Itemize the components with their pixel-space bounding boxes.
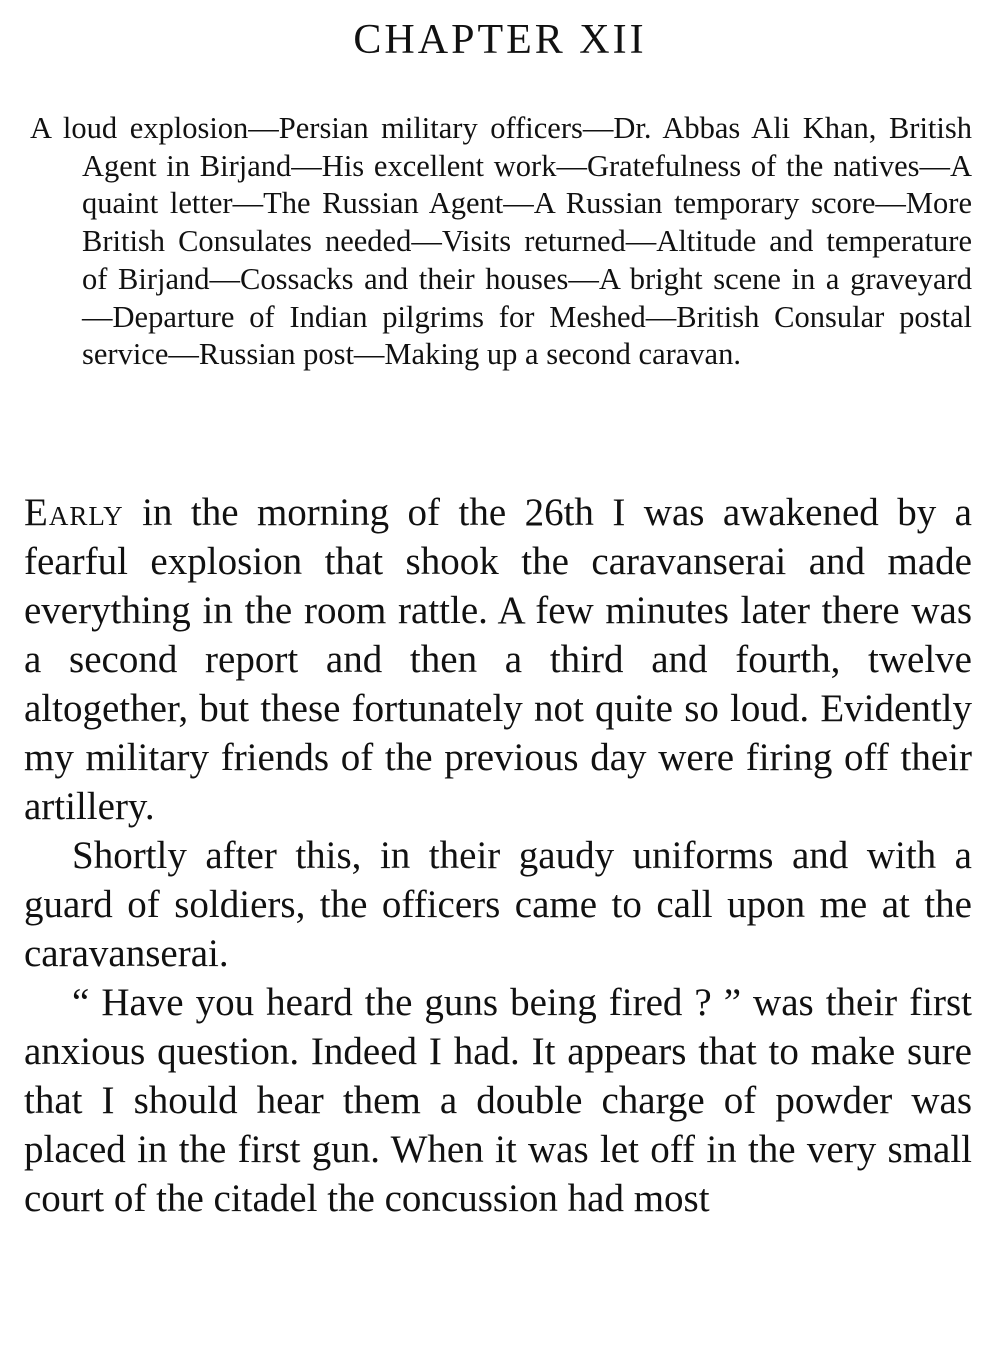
body-text [24,488,972,1223]
paragraph-1-text: in the morning of the 26th I was awakened by a fearful explosion that shook the caravanserai and made everything in the room rattle. A few minutes later there was a second report and then a third and fourth, twelve altogether, but these fortunately not quite so loud. Evidently my military friends of the previous day were firing off their artillery. [24,491,972,828]
chapter-summary: A loud explosion—Persian military officers—Dr. Abbas Ali Khan, British Agent in Birjand—His excellent work—Gratefulness of the natives—A quaint letter—The Russian Agent—A Russian temporary score—More British Consulates needed—Visits returned—Altitude and temperature of Birjand—Cossacks and their houses—A bright scene in a graveyard—Departure of Indian pilgrims for Meshed—British Consular postal service—Russian post—Making up a second caravan. [30,111,972,372]
opening-word: Early [24,491,124,534]
paragraph-1 [24,488,972,831]
chapter-heading: CHAPTER XII [353,17,647,63]
paragraph-2: Shortly after this, in their gaudy uniforms and with a guard of soldiers, the officers came to call upon me at the caravanserai. [24,834,972,975]
paragraph-3: “ Have you heard the guns being fired ? ” was their first anxious question. Indeed I had. It appears that to make sure that I should hear them a double charge of powder was placed in the first gun. When it was let off in the very small court of the citadel the concussion had most [24,981,972,1220]
